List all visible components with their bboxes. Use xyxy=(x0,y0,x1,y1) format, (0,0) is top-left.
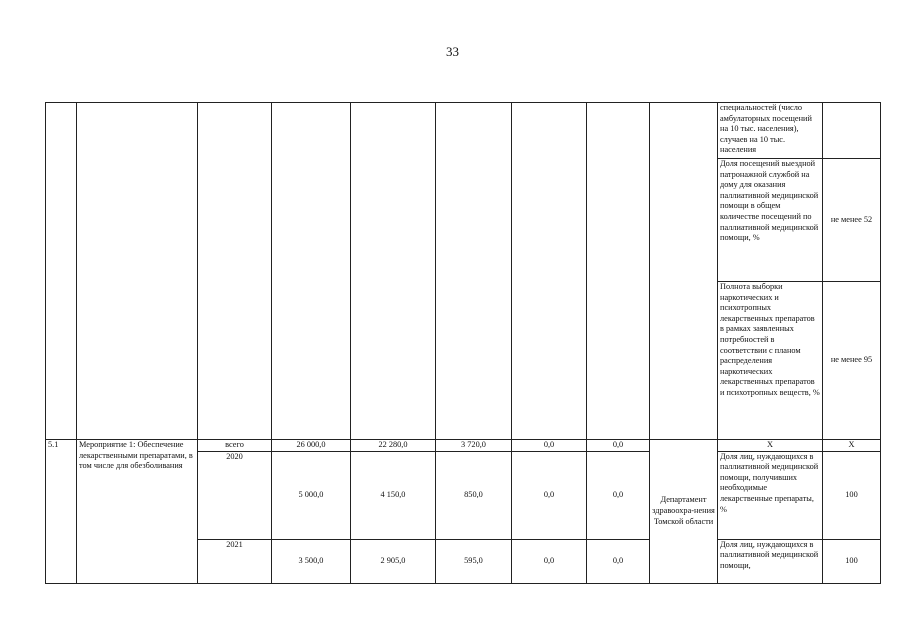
indicator-cell: Доля лиц, нуждающихся в паллиативной медицинской помощи, получивших необходимые лекарственные препараты, % xyxy=(718,451,823,539)
cell-other-empty xyxy=(587,103,650,440)
program-table xyxy=(45,102,881,584)
table-row xyxy=(46,103,881,159)
period-cell: всего xyxy=(198,440,272,452)
page-number: 33 xyxy=(446,44,459,59)
period-cell: 2020 xyxy=(198,451,272,539)
total-cell: 3 500,0 xyxy=(272,539,351,583)
cell-local-empty xyxy=(512,103,587,440)
indicator-cell: Х xyxy=(718,440,823,452)
indicator-cell: Доля посещений выездной патронажной службой на дому для оказания паллиативной медицинской помощи в общем количестве посещений по паллиативной медицинской помощи, % xyxy=(718,159,823,282)
cell-total-empty xyxy=(272,103,351,440)
cell-executor-empty xyxy=(650,103,718,440)
value-cell: Х xyxy=(823,440,881,452)
value-cell xyxy=(823,103,881,159)
value-cell: не менее 52 xyxy=(823,159,881,282)
period-cell: 2021 xyxy=(198,539,272,583)
value-cell: не менее 95 xyxy=(823,282,881,440)
indicator-cell: Полнота выборки наркотических и психотропных лекарственных препаратов в рамках заявленных потребностей в соответствии с планом распределения наркотических лекарственных препаратов и психотропных веществ, % xyxy=(718,282,823,440)
regional-cell: 3 720,0 xyxy=(436,440,512,452)
cell-period-empty xyxy=(198,103,272,440)
cell-number-empty xyxy=(46,103,77,440)
total-cell: 26 000,0 xyxy=(272,440,351,452)
table-row xyxy=(46,440,881,452)
activity-name: Мероприятие 1: Обеспечение лекарственными препаратами, в том числе для обезболивания xyxy=(77,440,198,584)
federal-cell: 22 280,0 xyxy=(351,440,436,452)
other-cell: 0,0 xyxy=(587,451,650,539)
cell-name-empty xyxy=(77,103,198,440)
total-cell: 5 000,0 xyxy=(272,451,351,539)
federal-cell: 2 905,0 xyxy=(351,539,436,583)
regional-cell: 850,0 xyxy=(436,451,512,539)
local-cell: 0,0 xyxy=(512,539,587,583)
local-cell: 0,0 xyxy=(512,440,587,452)
value-cell: 100 xyxy=(823,451,881,539)
regional-cell: 595,0 xyxy=(436,539,512,583)
other-cell: 0,0 xyxy=(587,440,650,452)
executor-cell: Департамент здравоохра-нения Томской области xyxy=(650,440,718,584)
cell-federal-empty xyxy=(351,103,436,440)
activity-number: 5.1 xyxy=(46,440,77,584)
federal-cell: 4 150,0 xyxy=(351,451,436,539)
local-cell: 0,0 xyxy=(512,451,587,539)
indicator-cell: Доля лиц, нуждающихся в паллиативной медицинской помощи, xyxy=(718,539,823,583)
other-cell: 0,0 xyxy=(587,539,650,583)
cell-regional-empty xyxy=(436,103,512,440)
value-cell: 100 xyxy=(823,539,881,583)
indicator-cell: специальностей (число амбулаторных посещений на 10 тыс. населения), случаев на 10 тыс. населения xyxy=(718,103,823,159)
